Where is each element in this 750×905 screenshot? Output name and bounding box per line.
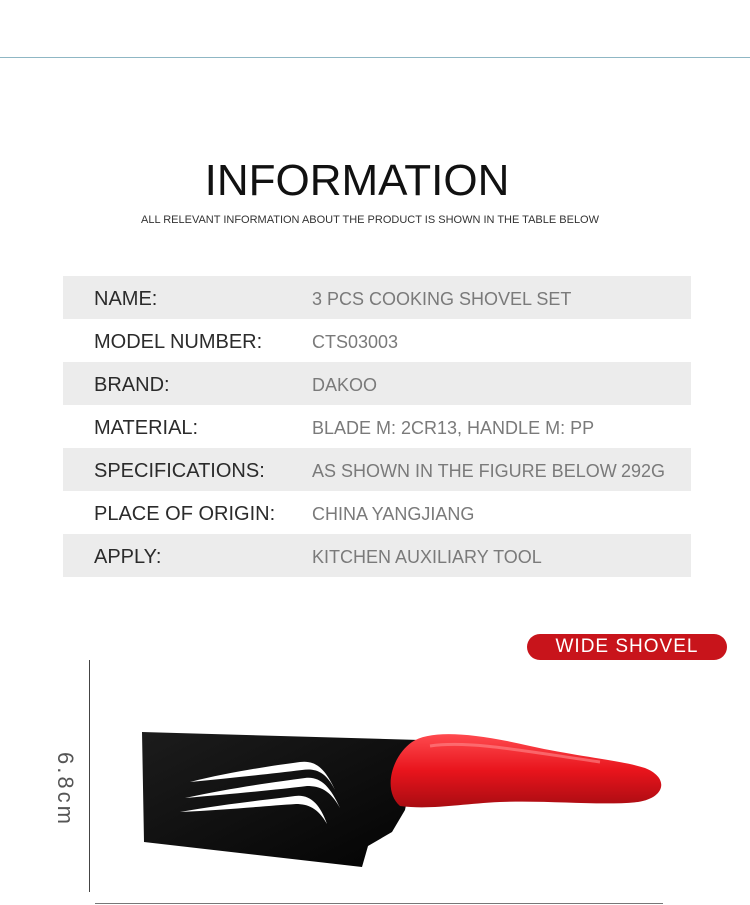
top-divider <box>0 57 750 58</box>
spec-value: KITCHEN AUXILIARY TOOL <box>312 547 542 567</box>
product-badge: WIDE SHOVEL <box>527 634 727 660</box>
spec-row-model-number <box>63 319 691 362</box>
spec-label: BRAND: <box>94 374 170 396</box>
page-subtitle: ALL RELEVANT INFORMATION ABOUT THE PRODUCT IS SHOWN IN THE TABLE BELOW <box>140 214 599 226</box>
spec-row-brand <box>63 362 691 405</box>
spec-label: SPECIFICATIONS: <box>94 460 265 482</box>
spec-row-apply <box>63 534 691 577</box>
baseline-rule <box>95 903 663 904</box>
shovel-image <box>130 720 670 870</box>
spec-value: CTS03003 <box>312 332 399 352</box>
spec-table <box>63 276 691 577</box>
spec-label: APPLY: <box>94 546 162 568</box>
dimension-line <box>89 660 90 892</box>
spec-value: AS SHOWN IN THE FIGURE BELOW <box>312 461 617 481</box>
page-title: INFORMATION <box>204 156 510 205</box>
spec-row-place-of-origin <box>63 491 691 534</box>
spec-value: 3 PCS COOKING SHOVEL SET <box>312 289 572 309</box>
spec-label: NAME: <box>94 288 158 310</box>
spec-value: DAKOO <box>312 375 378 395</box>
spec-label: MATERIAL: <box>94 417 199 439</box>
spec-label: MODEL NUMBER: <box>94 331 263 353</box>
spec-value: CHINA YANGJIANG <box>312 504 475 524</box>
spec-row-material <box>63 405 691 448</box>
spec-row-specifications <box>63 448 691 491</box>
spec-value: BLADE M: 2CR13, HANDLE M: PP <box>312 418 595 438</box>
dimension-label: 6.8cm <box>53 752 78 827</box>
spec-row-name <box>63 276 691 319</box>
spec-weight: 292G <box>621 461 666 481</box>
spec-label: PLACE OF ORIGIN: <box>94 503 276 525</box>
